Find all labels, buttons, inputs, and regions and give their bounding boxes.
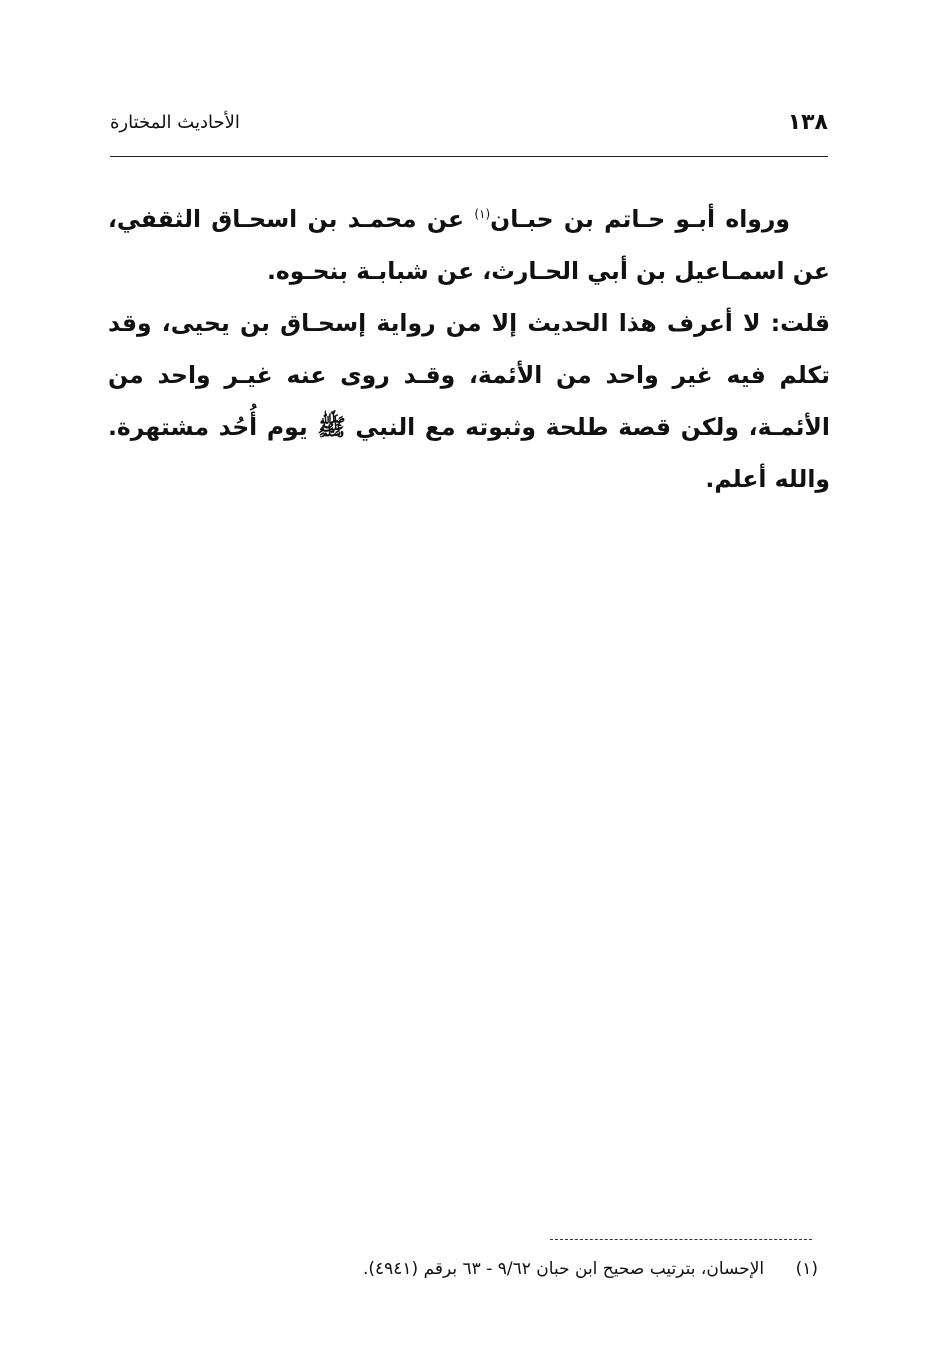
- footnote-text: الإحسان، بترتيب صحيح ابن حبان ٩/٦٢ - ٦٣ برقم (٤٩٤١).: [362, 1259, 765, 1279]
- header-rule: [110, 156, 828, 157]
- main-text: [108, 188, 830, 505]
- footnote-reference-1[interactable]: (١): [474, 207, 491, 221]
- footnote-number: (١): [795, 1259, 818, 1279]
- footnote-divider: [550, 1239, 812, 1240]
- paragraph: قلت: لا أعرف هذا الحديث إلا من رواية إسحـاق بن يحيى، وقد تكلم فيه غير واحد من الأئمة، وقـد روى عنه غيـر واحد من الأئمـة، ولكن قصة طلحة وثبوته مع النبي ﷺ يوم أُحُد مشتهرة. والله أعلم.: [108, 308, 830, 493]
- paragraph: [108, 188, 830, 297]
- running-head: [110, 104, 828, 144]
- paragraph-1-start: ورواه أبـو حـاتم بن حبـان: [490, 204, 790, 233]
- footnote: [240, 1254, 818, 1284]
- page-number: ١٣٨: [787, 110, 828, 135]
- paragraph-1-end: عن محمـد بن اسحـاق الثقفي، عن اسمـاعيل بن أبي الحـارث، عن شبابـة بنحـوه.: [108, 204, 830, 285]
- book-title: الأحاديث المختارة: [110, 112, 240, 133]
